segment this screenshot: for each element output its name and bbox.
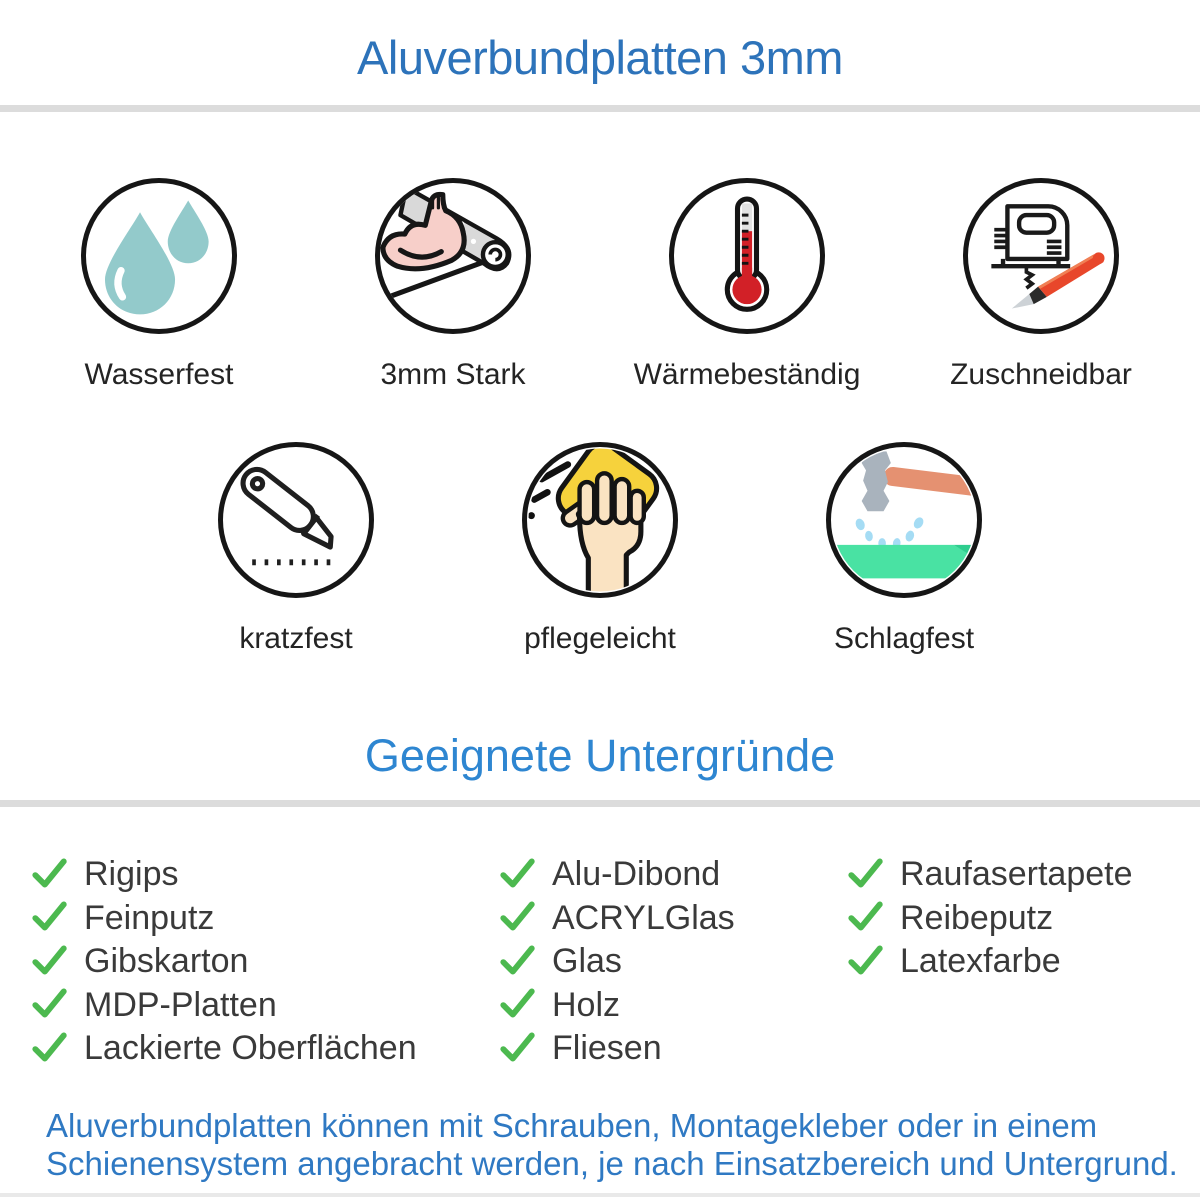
check-icon (498, 984, 536, 1022)
list-item (30, 940, 498, 984)
utility-knife-icon (218, 442, 374, 598)
substrate-label: Feinputz (84, 898, 215, 937)
feature-label: 3mm Stark (380, 358, 526, 391)
substrate-label: Alu-Dibond (552, 855, 721, 894)
feature-3mm-stark (306, 178, 600, 392)
substrates-column-3 (846, 853, 1200, 984)
substrates-column-2 (498, 853, 846, 1071)
substrate-label: Rigips (84, 855, 179, 894)
check-icon (30, 897, 68, 935)
mounting-note-line2: Schienensystem angebracht werden, je nach Einsatzbereich und Untergrund. (46, 1144, 1178, 1182)
substrate-label: Reibeputz (900, 898, 1054, 937)
substrate-label: Fliesen (552, 1029, 662, 1068)
top-divider (0, 105, 1200, 112)
thermometer-icon (669, 178, 825, 334)
substrates-heading: Geeignete Untergründe (364, 730, 836, 781)
feature-label: pflegeleicht (524, 622, 676, 655)
check-icon (30, 984, 68, 1022)
check-icon (30, 941, 68, 979)
check-icon (846, 941, 884, 979)
feature-schlagfest (752, 442, 1056, 656)
list-item (30, 984, 498, 1028)
substrate-label: Raufasertapete (900, 855, 1133, 894)
bottom-divider (0, 1193, 1200, 1197)
page-title: Aluverbundplatten 3mm (357, 31, 843, 84)
list-item (498, 1027, 846, 1071)
list-item (30, 1027, 498, 1071)
feature-row-2 (0, 442, 1200, 656)
feature-label: Zuschneidbar (950, 358, 1132, 391)
middle-divider (0, 800, 1200, 807)
substrate-label: Latexfarbe (900, 942, 1061, 981)
mounting-note-line1: Aluverbundplatten können mit Schrauben, Montagekleber oder in einem (46, 1106, 1098, 1144)
check-icon (498, 1028, 536, 1066)
mounting-note (0, 1107, 1200, 1183)
check-icon (846, 897, 884, 935)
feature-label: kratzfest (239, 622, 353, 655)
substrates-checklist (0, 853, 1200, 1071)
list-item (846, 897, 1200, 941)
substrate-label: Lackierte Oberflächen (84, 1029, 417, 1068)
feature-wasserfest (12, 178, 306, 392)
list-item (30, 897, 498, 941)
jigsaw-knife-icon (963, 178, 1119, 334)
feature-pflegeleicht (448, 442, 752, 656)
substrate-label: Gibskarton (84, 942, 249, 981)
cleaning-hand-icon (522, 442, 678, 598)
list-item (498, 897, 846, 941)
list-item (30, 853, 498, 897)
check-icon (498, 854, 536, 892)
substrate-label: Holz (552, 985, 621, 1024)
feature-waermebestaendig (600, 178, 894, 392)
feature-kratzfest (144, 442, 448, 656)
feature-label: Schlagfest (833, 622, 975, 655)
check-icon (30, 854, 68, 892)
list-item (846, 940, 1200, 984)
feature-label: Wärmebeständig (633, 358, 861, 391)
list-item (846, 853, 1200, 897)
substrates-column-1 (30, 853, 498, 1071)
check-icon (846, 854, 884, 892)
check-icon (498, 941, 536, 979)
water-drops-icon (81, 178, 237, 334)
feature-zuschneidbar (894, 178, 1188, 392)
substrate-label: MDP-Platten (84, 985, 277, 1024)
list-item (498, 853, 846, 897)
hammer-impact-icon (826, 442, 982, 598)
check-icon (498, 897, 536, 935)
list-item (498, 984, 846, 1028)
check-icon (30, 1028, 68, 1066)
substrate-label: Glas (552, 942, 622, 981)
substrate-label: ACRYLGlas (552, 898, 735, 937)
feature-label: Wasserfest (84, 358, 234, 391)
feature-row-1 (12, 178, 1188, 392)
list-item (498, 940, 846, 984)
muscle-arm-panel-icon (375, 178, 531, 334)
